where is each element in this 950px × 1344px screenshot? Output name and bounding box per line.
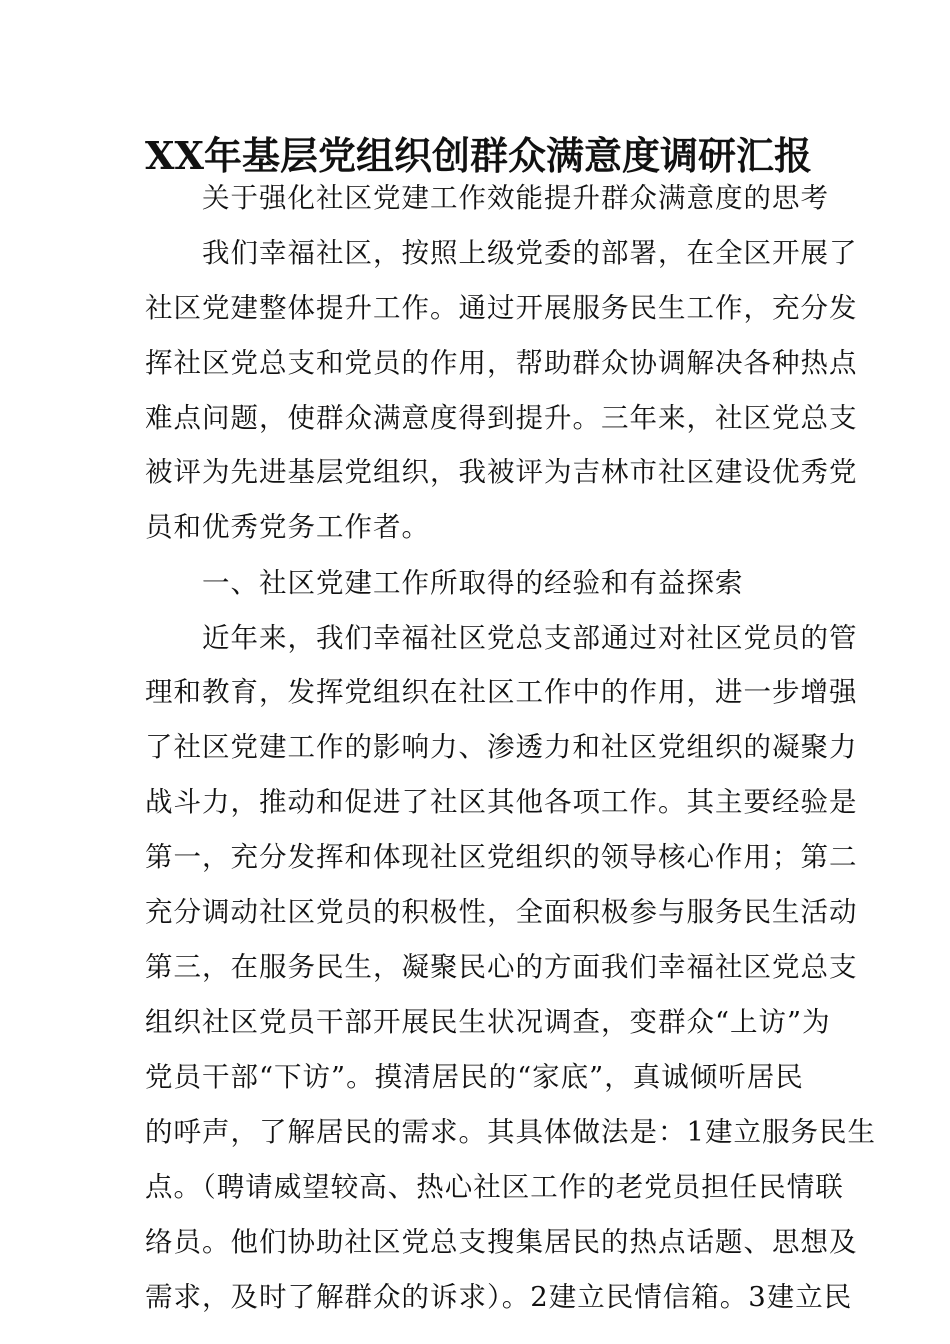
paragraph-line: 理和教育，发挥党组织在社区工作中的作用，进一步增强 [145, 676, 858, 708]
paragraph-line: 需求，及时了解群众的诉求）。2建立民情信箱。3建立民 [145, 1281, 853, 1313]
paragraph-line: 我们幸福社区，按照上级党委的部署，在全区开展了 [145, 237, 858, 269]
paragraph-line: 社区党建整体提升工作。通过开展服务民生工作，充分发 [145, 292, 858, 324]
paragraph-line: 点。（聘请威望较高、热心社区工作的老党员担任民情联 [145, 1171, 844, 1203]
paragraph-line: 的呼声，了解居民的需求。其具体做法是：1建立服务民生 [145, 1116, 876, 1148]
paragraph-line: 战斗力，推动和促进了社区其他各项工作。其主要经验是 [145, 786, 858, 818]
paragraph-line: 充分调动社区党员的积极性，全面积极参与服务民生活动 [145, 896, 858, 928]
paragraph-line: 挥社区党总支和党员的作用，帮助群众协调解决各种热点 [145, 347, 858, 379]
paragraph-line: 被评为先进基层党组织，我被评为吉林市社区建设优秀党 [145, 456, 858, 488]
paragraph-line: 难点问题，使群众满意度得到提升。三年来，社区党总支 [145, 402, 858, 434]
document-title: XX年基层党组织创群众满意度调研汇报 [145, 133, 812, 178]
paragraph-line: 了社区党建工作的影响力、渗透力和社区党组织的凝聚力 [145, 731, 858, 763]
subtitle-line: 关于强化社区党建工作效能提升群众满意度的思考 [145, 182, 829, 214]
paragraph-line: 组织社区党员干部开展民生状况调查，变群众“上访”为 [145, 1006, 831, 1038]
section-heading: 一、社区党建工作所取得的经验和有益探索 [145, 567, 744, 599]
paragraph-line: 第一，充分发挥和体现社区党组织的领导核心作用；第二 [145, 841, 858, 873]
paragraph-line: 第三，在服务民生，凝聚民心的方面我们幸福社区党总支 [145, 951, 858, 983]
paragraph-line: 络员。他们协助社区党总支搜集居民的热点话题、思想及 [145, 1226, 858, 1258]
paragraph-line: 员和优秀党务工作者。 [145, 511, 430, 543]
paragraph-line: 党员干部“下访”。摸清居民的“家底”，真诚倾听居民 [145, 1061, 804, 1093]
paragraph-line: 近年来，我们幸福社区党总支部通过对社区党员的管 [145, 622, 858, 654]
